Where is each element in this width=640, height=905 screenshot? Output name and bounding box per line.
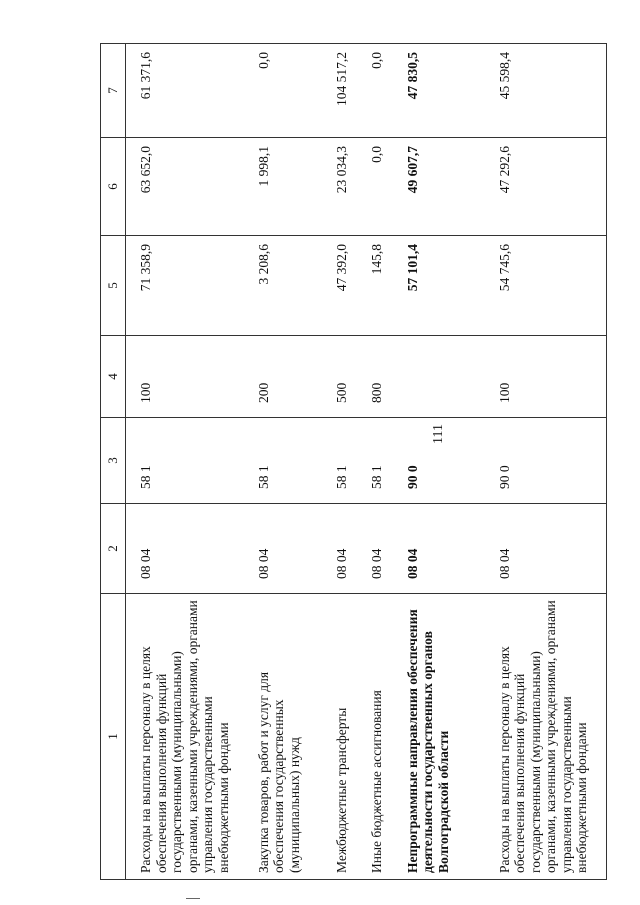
expense-type-cell: 100 (126, 336, 244, 418)
expense-type-cell: 800 (357, 336, 393, 418)
amount-cell: 71 358,9 (126, 236, 244, 336)
table-row (322, 44, 358, 880)
amount-cell: 61 371,6 (126, 44, 244, 138)
amount-cell: 54 745,6 (485, 236, 607, 336)
amount-cell: 45 598,4 (485, 44, 607, 138)
row-name-cell: Расходы на выплаты персоналу в целях обеспечения выполнения функций государственными (муниципальными) органами, казенными учреждениями, органами управления государственными внебюджетными фондами (485, 594, 607, 880)
section-code-cell: 08 04 (485, 504, 607, 594)
target-article-cell: 90 0 (393, 418, 485, 504)
rotated-page-content (100, 44, 595, 880)
scan-edge-mark (186, 898, 200, 899)
section-code-cell: 08 04 (322, 504, 358, 594)
amount-cell: 104 517,2 (322, 44, 358, 138)
budget-table (100, 43, 607, 880)
amount-cell: 47 292,6 (485, 138, 607, 236)
amount-cell: 63 652,0 (126, 138, 244, 236)
column-header: 3 (101, 418, 126, 504)
expense-type-cell: 500 (322, 336, 358, 418)
target-article-cell: 58 1 (244, 418, 322, 504)
table-row (244, 44, 322, 880)
table-row (357, 44, 393, 880)
section-code-cell: 08 04 (126, 504, 244, 594)
table-row (485, 44, 607, 880)
target-article-cell: 90 0 (485, 418, 607, 504)
column-header: 5 (101, 236, 126, 336)
section-code-cell: 08 04 (357, 504, 393, 594)
amount-cell: 23 034,3 (322, 138, 358, 236)
target-article-cell: 58 1 (126, 418, 244, 504)
target-article-cell: 58 1 (357, 418, 393, 504)
amount-cell: 0,0 (244, 44, 322, 138)
amount-cell: 47 392,0 (322, 236, 358, 336)
table-row (126, 44, 244, 880)
expense-type-cell (393, 336, 485, 418)
amount-cell: 145,8 (357, 236, 393, 336)
column-header: 2 (101, 504, 126, 594)
section-code-cell: 08 04 (393, 504, 485, 594)
table-header-row (101, 44, 126, 880)
page-number: 111 (431, 424, 446, 444)
row-name-cell: Закупка товаров, работ и услуг для обеспечения государственных (муниципальных) нужд (244, 594, 322, 880)
expense-type-cell: 100 (485, 336, 607, 418)
amount-cell: 0,0 (357, 44, 393, 138)
column-header: 4 (101, 336, 126, 418)
column-header: 7 (101, 44, 126, 138)
row-name-cell: Межбюджетные трансферты (322, 594, 358, 880)
amount-cell: 57 101,4 (393, 236, 485, 336)
row-name-cell: Расходы на выплаты персоналу в целях обеспечения выполнения функций государственными (муниципальными) органами, казенными учреждениями, органами управления государственными внебюджетными фондами (126, 594, 244, 880)
amount-cell: 1 998,1 (244, 138, 322, 236)
column-header: 6 (101, 138, 126, 236)
amount-cell: 49 607,7 (393, 138, 485, 236)
column-header: 1 (101, 594, 126, 880)
amount-cell: 0,0 (357, 138, 393, 236)
amount-cell: 3 208,6 (244, 236, 322, 336)
table-row-subtotal (393, 44, 485, 880)
section-code-cell: 08 04 (244, 504, 322, 594)
row-name-cell: Непрограммные направления обеспечения деятельности государственных органов Волгоградской области (393, 594, 485, 880)
row-name-cell: Иные бюджетные ассигнования (357, 594, 393, 880)
expense-type-cell: 200 (244, 336, 322, 418)
target-article-cell: 58 1 (322, 418, 358, 504)
amount-cell: 47 830,5 (393, 44, 485, 138)
